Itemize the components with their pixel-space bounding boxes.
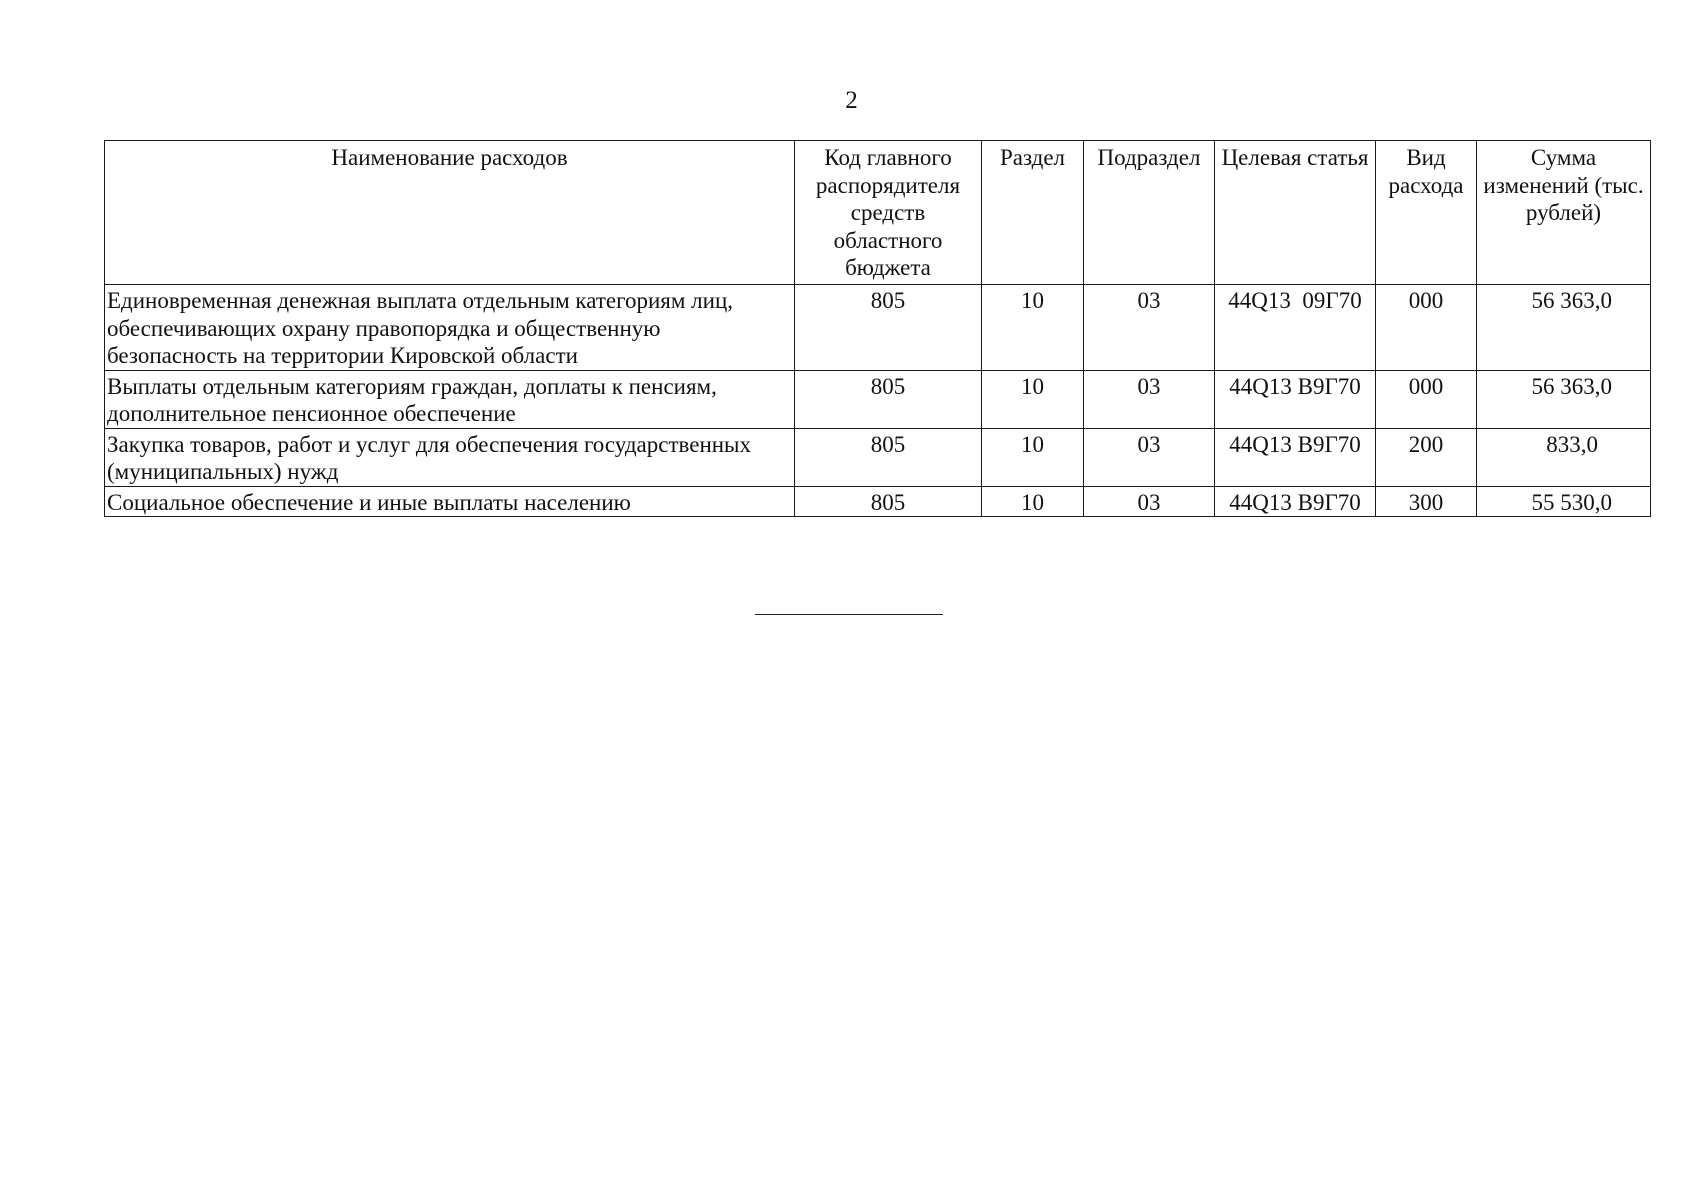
header-target-article: Целевая статья	[1215, 141, 1376, 285]
header-section: Раздел	[982, 141, 1084, 285]
row-expense-name: Социальное обеспечение и иные выплаты населению	[105, 486, 795, 517]
row-expense-name: Закупка товаров, работ и услуг для обеспечения государственных (муниципальных) нужд	[105, 428, 795, 486]
row-change-amount: 55 530,0	[1477, 486, 1651, 517]
row-target-article: 44Q13 09Г70	[1215, 285, 1376, 371]
row-expense-type: 000	[1376, 285, 1477, 371]
page-number: 2	[845, 87, 858, 114]
row-subsection: 03	[1084, 285, 1215, 371]
document-end-rule	[755, 614, 943, 615]
row-target-article: 44Q13 В9Г70	[1215, 428, 1376, 486]
row-expense-type: 000	[1376, 370, 1477, 428]
row-section: 10	[982, 370, 1084, 428]
row-change-amount: 56 363,0	[1477, 370, 1651, 428]
row-expense-type: 200	[1376, 428, 1477, 486]
row-expense-type: 300	[1376, 486, 1477, 517]
header-subsection: Подраздел	[1084, 141, 1215, 285]
table-row	[105, 285, 1651, 371]
row-section: 10	[982, 486, 1084, 517]
table-header-row	[105, 141, 1651, 285]
header-expense-name: Наименование расходов	[105, 141, 795, 285]
row-change-amount: 833,0	[1477, 428, 1651, 486]
row-subsection: 03	[1084, 486, 1215, 517]
row-target-article: 44Q13 В9Г70	[1215, 370, 1376, 428]
header-expense-type: Вид расхода	[1376, 141, 1477, 285]
row-subsection: 03	[1084, 370, 1215, 428]
expense-changes-table	[104, 140, 1651, 517]
table-row	[105, 370, 1651, 428]
row-expense-name: Единовременная денежная выплата отдельным категориям лиц, обеспечивающих охрану правопорядка и общественную безопасность на территории Кировской области	[105, 285, 795, 371]
table-row	[105, 486, 1651, 517]
row-main-manager-code: 805	[795, 370, 982, 428]
row-change-amount: 56 363,0	[1477, 285, 1651, 371]
header-main-manager-code: Код главного распорядителя средств областного бюджета	[795, 141, 982, 285]
row-main-manager-code: 805	[795, 428, 982, 486]
table-row	[105, 428, 1651, 486]
row-main-manager-code: 805	[795, 285, 982, 371]
row-main-manager-code: 805	[795, 486, 982, 517]
row-target-article: 44Q13 В9Г70	[1215, 486, 1376, 517]
row-section: 10	[982, 428, 1084, 486]
row-section: 10	[982, 285, 1084, 371]
header-change-amount: Сумма изменений (тыс. рублей)	[1477, 141, 1651, 285]
row-expense-name: Выплаты отдельным категориям граждан, доплаты к пенсиям, дополнительное пенсионное обеспечение	[105, 370, 795, 428]
row-subsection: 03	[1084, 428, 1215, 486]
